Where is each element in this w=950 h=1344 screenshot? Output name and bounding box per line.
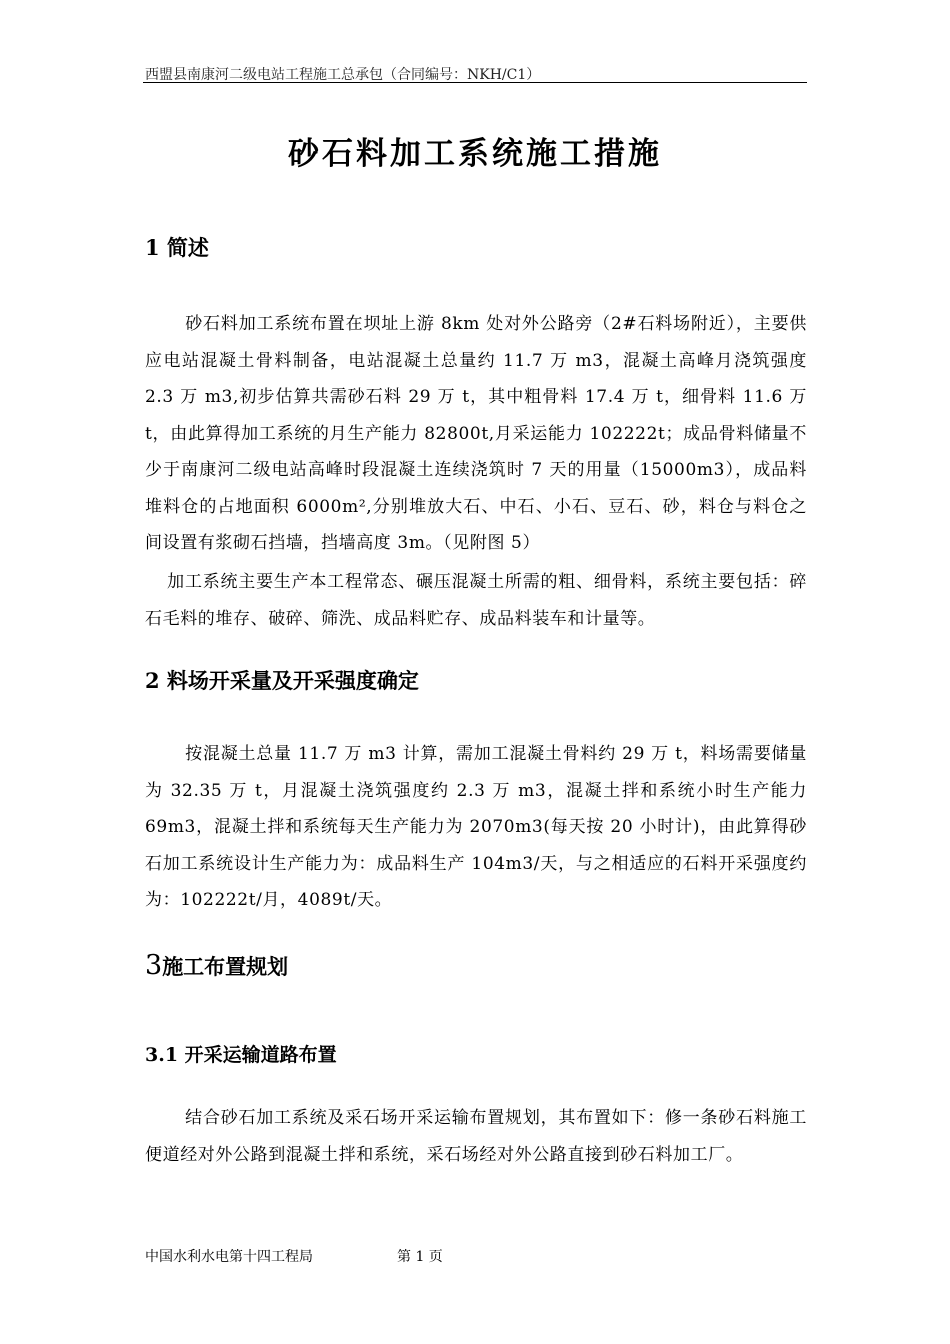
section-heading-1: 1 简述 — [145, 235, 209, 260]
paragraph-text: 结合砂石加工系统及采石场开采运输布置规划，其布置如下：修一条砂石料施工便道经对外公路到混凝土拌和系统，采石场经对外公路直接到砂石料加工厂。 — [145, 1108, 807, 1165]
section-1-paragraph-2 — [145, 564, 807, 637]
footer-company: 中国水利水电第十四工程局 — [145, 1249, 313, 1265]
section-heading-text: 施工布置规划 — [162, 954, 289, 979]
document-title: 砂石料加工系统施工措施 — [288, 136, 662, 172]
header-rule — [143, 82, 807, 83]
section-2-paragraph-1 — [145, 736, 807, 919]
footer-page-number: 第 1 页 — [397, 1249, 443, 1265]
paragraph-text: 按混凝土总量 11.7 万 m3 计算，需加工混凝土骨料约 29 万 t，料场需要储量为 32.35 万 t，月混凝土浇筑强度约 2.3 万 m3，混凝土拌和系统小时生产能力 69m3，混凝土拌和系统每天生产能力为 2070m3(每天按 20 小时计)，由此算得砂石加工系统设计生产能力为：成品料生产 104m3/天，与之相适应的石料开采强度约为：102222t/月，4089t/天。 — [145, 744, 807, 910]
running-header: 西盟县南康河二级电站工程施工总承包（合同编号：NKH/C1） — [145, 67, 541, 83]
paragraph-text: 加工系统主要生产本工程常态、碾压混凝土所需的粗、细骨料，系统主要包括：碎石毛料的堆存、破碎、筛洗、成品料贮存、成品料装车和计量等。 — [145, 572, 807, 629]
subsection-heading-3-1: 3.1 开采运输道路布置 — [145, 1044, 337, 1066]
section-3-1-paragraph-1 — [145, 1100, 807, 1173]
section-heading-3 — [145, 950, 288, 981]
section-heading-2: 2 料场开采量及开采强度确定 — [145, 668, 419, 693]
section-1-paragraph-1 — [145, 306, 807, 562]
paragraph-text: 砂石料加工系统布置在坝址上游 8km 处对外公路旁（2#石料场附近），主要供应电站混凝土骨料制备，电站混凝土总量约 11.7 万 m3，混凝土高峰月浇筑强度 2.3 万 m3,初步估算共需砂石料 29 万 t，其中粗骨料 17.4 万 t，细骨料 11.6 万 t，由此算得加工系统的月生产能力 82800t,月采运能力 102222t；成品骨料储量不少于南康河二级电站高峰时段混凝土连续浇筑时 7 天的用量（15000m3），成品料堆料仓的占地面积 6000m²,分别堆放大石、中石、小石、豆石、砂，料仓与料仓之间设置有浆砌石挡墙，挡墙高度 3m。（见附图 5） — [145, 314, 807, 553]
section-number: 3 — [145, 950, 163, 981]
